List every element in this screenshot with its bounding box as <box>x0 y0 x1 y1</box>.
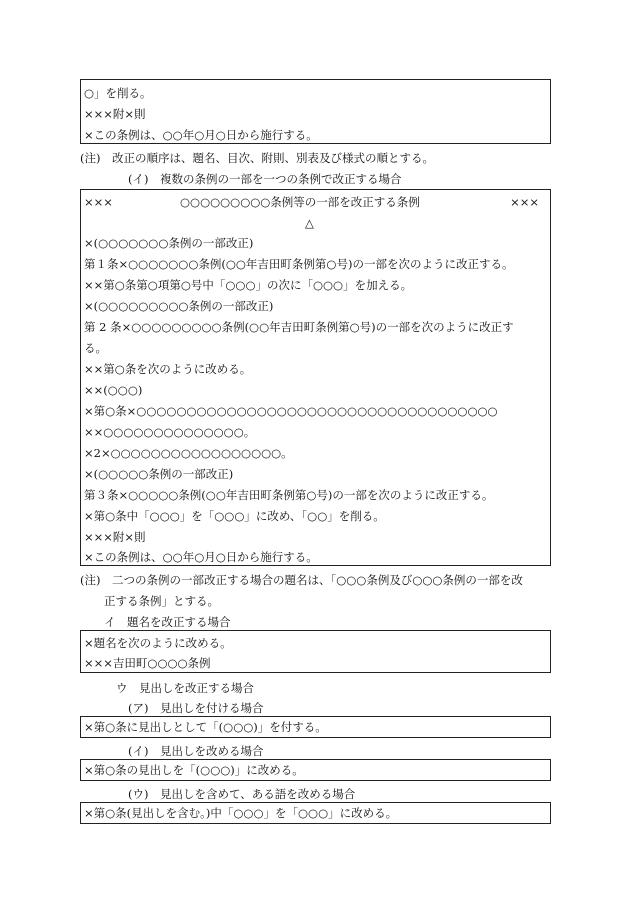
box-line: ××○○○○○○○○○○○○○○。 <box>84 425 256 439</box>
box-line: 第１条×○○○○○○○条例(○○年吉田町条例第○号)の一部を次のように改正する。 <box>84 257 514 271</box>
title-left: ××× <box>84 195 113 209</box>
triangle-mark: △ <box>305 216 314 230</box>
box-line: ×(○○○○○○○○○条例の一部改正) <box>84 299 274 313</box>
box-line: 第３条×○○○○○条例(○○年吉田町条例第○号)の一部を次のように改正する。 <box>84 488 494 502</box>
amendment-box-6 <box>80 802 551 824</box>
amendment-box-5 <box>80 759 551 781</box>
heading-c: (ウ) 見出しを含めて、ある語を改める場合 <box>128 787 356 801</box>
box-line: ××(○○○) <box>84 383 143 397</box>
box-line: ××第○条第○項第○号中「○○○」の次に「○○○」を加える。 <box>84 278 413 292</box>
note-1: (注) 改正の順序は、題名、目次、附則、別表及び様式の順とする。 <box>80 151 434 165</box>
box-line: ×この条例は、○○年○月○日から施行する。 <box>84 550 318 564</box>
box-line: ×××附×則 <box>84 107 146 121</box>
box-line: ×××吉田町○○○○条例 <box>84 656 211 670</box>
heading-a: (ア) 見出しを付ける場合 <box>128 701 264 715</box>
box-line: ×第○条×○○○○○○○○○○○○○○○○○○○○○○○○○○○○○○○○○○○○ <box>84 404 498 418</box>
box-line: ×2×○○○○○○○○○○○○○○○○○。 <box>84 446 293 460</box>
heading-i: (イ) 複数の条例の一部を一つの条例で改正する場合 <box>128 172 402 186</box>
box-line: る。 <box>84 341 107 355</box>
heading-U: ウ 見出しを改正する場合 <box>116 681 254 695</box>
heading-I: イ 題名を改正する場合 <box>104 615 231 629</box>
box-line: ×(○○○○○○○条例の一部改正) <box>84 236 254 250</box>
box-line: ×第○条に見出しとして「(○○○)」を付する。 <box>84 720 327 734</box>
box-line: ×この条例は、○○年○月○日から施行する。 <box>84 128 318 142</box>
box-line: ×第○条の見出しを「(○○○)」に改める。 <box>84 763 304 777</box>
note-2-line-2: 正する条例」とする。 <box>104 594 219 608</box>
box-line: ××第○条を次のように改める。 <box>84 362 252 376</box>
amendment-box-4 <box>80 716 551 738</box>
ordinance-title: ○○○○○○○○○条例等の一部を改正する条例 <box>180 195 420 209</box>
box-line: 第 2 条×○○○○○○○○○条例(○○年吉田町条例第○号)の一部を次のように改正す <box>84 320 514 334</box>
heading-b: (イ) 見出しを改める場合 <box>128 744 264 758</box>
box-line: ×××附×則 <box>84 530 146 544</box>
ordinance-title-row <box>84 195 547 209</box>
box-line: ×(○○○○○条例の一部改正) <box>84 467 234 481</box>
box-line: ×第○条中「○○○」を「○○○」に改め、「○○」を削る。 <box>84 509 385 523</box>
title-right: ××× <box>510 195 539 209</box>
amendment-box-2 <box>80 189 551 566</box>
amendment-box-3 <box>80 630 551 673</box>
note-2-line-1: (注) 二つの条例の一部改正する場合の題名は、「○○○条例及び○○○条例の一部を改 <box>80 573 523 587</box>
box-line: ○」を削る。 <box>84 86 152 100</box>
amendment-box-1 <box>80 79 551 144</box>
box-line: ×題名を次のように改める。 <box>84 636 232 650</box>
box-line: ×第○条(見出しを含む。)中「○○○」を「○○○」に改める。 <box>84 806 398 820</box>
